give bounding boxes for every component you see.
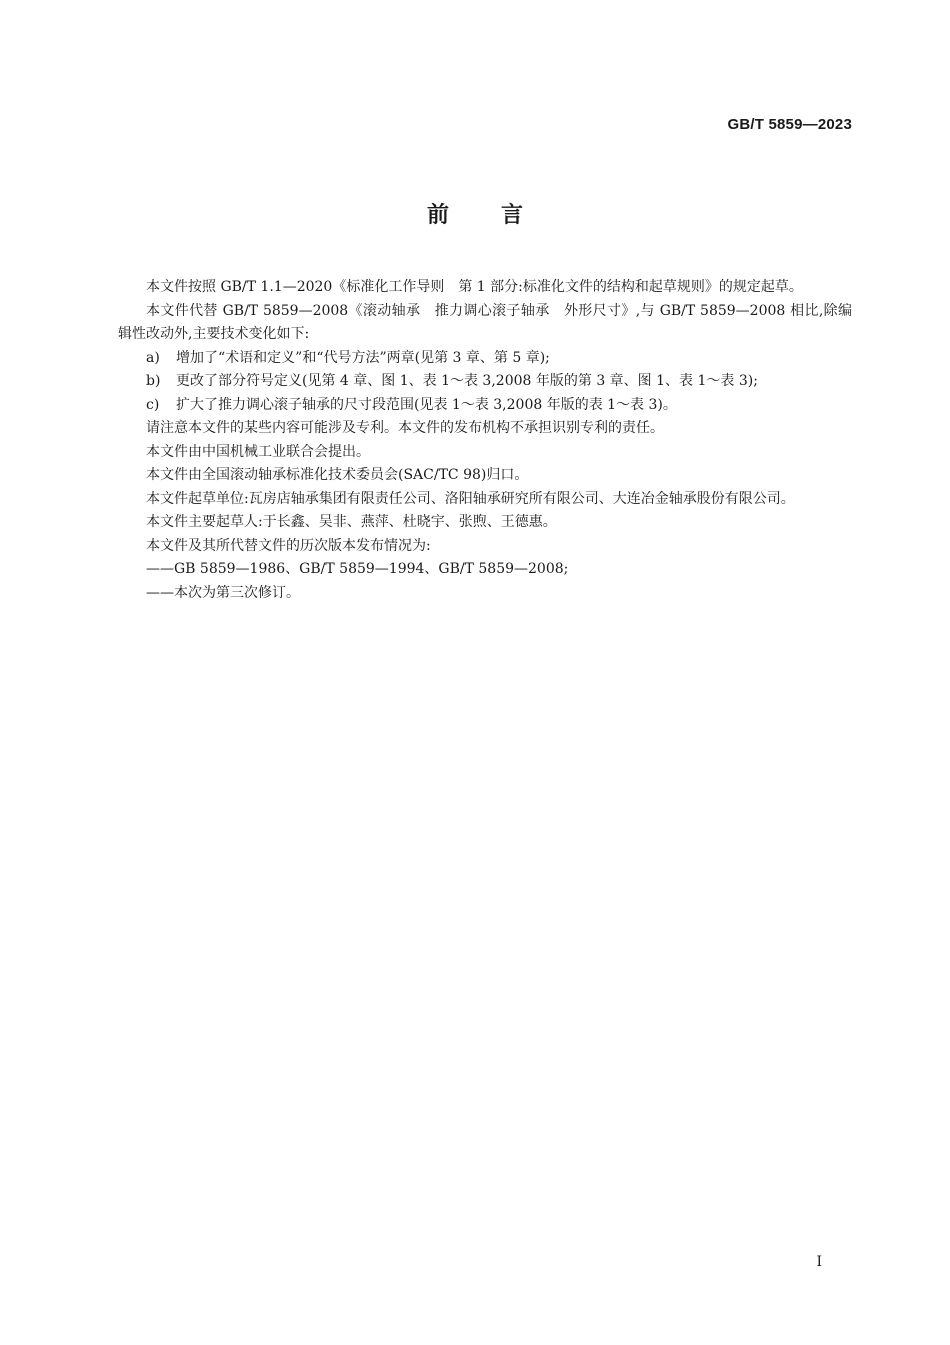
paragraph-history-intro: 本文件及其所代替文件的历次版本发布情况为: (146, 537, 431, 554)
paragraph-patent-notice: 请注意本文件的某些内容可能涉及专利。本文件的发布机构不承担识别专利的责任。 (146, 420, 664, 436)
standard-code: GB/T 5859—2023 (727, 116, 852, 133)
paragraph-drafting-rules: 本文件按照 GB/T 1.1—2020《标准化工作导则 第 1 部分:标准化文件的结构和起草规则》的规定起草。 (146, 279, 803, 295)
list-marker: b) (146, 373, 161, 389)
page-title: 前言 (426, 203, 575, 228)
list-item (118, 370, 852, 394)
paragraph-replacement: 本文件代替 GB/T 5859—2008《滚动轴承 推力调心滚子轴承 外形尺寸》,与 GB/T 5859—2008 相比,除编辑性改动外,主要技术变化如下: (118, 302, 852, 342)
paragraph-drafting-units: 本文件起草单位:瓦房店轴承集团有限责任公司、洛阳轴承研究所有限公司、大连冶金轴承股份有限公司。 (146, 490, 795, 507)
list-item (118, 347, 852, 371)
list-marker: a) (146, 349, 160, 366)
paragraph-committee: 本文件由全国滚动轴承标准化技术委员会(SAC/TC 98)归口。 (146, 467, 529, 483)
list-item (118, 394, 852, 418)
list-item-text: 更改了部分符号定义(见第 4 章、图 1、表 1～表 3,2008 年版的第 3 章、图 1、表 1～表 3); (176, 373, 758, 389)
list-item-text: 扩大了推力调心滚子轴承的尺寸段范围(见表 1～表 3,2008 年版的表 1～表 3)。 (176, 396, 677, 413)
document-body (118, 276, 852, 605)
list-marker: c) (146, 396, 160, 413)
paragraph-drafters: 本文件主要起草人:于长鑫、吴非、燕萍、杜晓宇、张煦、王德惠。 (146, 514, 557, 530)
history-item: ——GB 5859—1986、GB/T 5859—1994、GB/T 5859—2008; (146, 561, 569, 577)
list-item-text: 增加了“术语和定义”和“代号方法”两章(见第 3 章、第 5 章); (176, 349, 550, 366)
page-number: I (816, 1254, 822, 1270)
paragraph-proposer: 本文件由中国机械工业联合会提出。 (146, 443, 370, 460)
history-item: ——本次为第三次修订。 (146, 584, 300, 601)
